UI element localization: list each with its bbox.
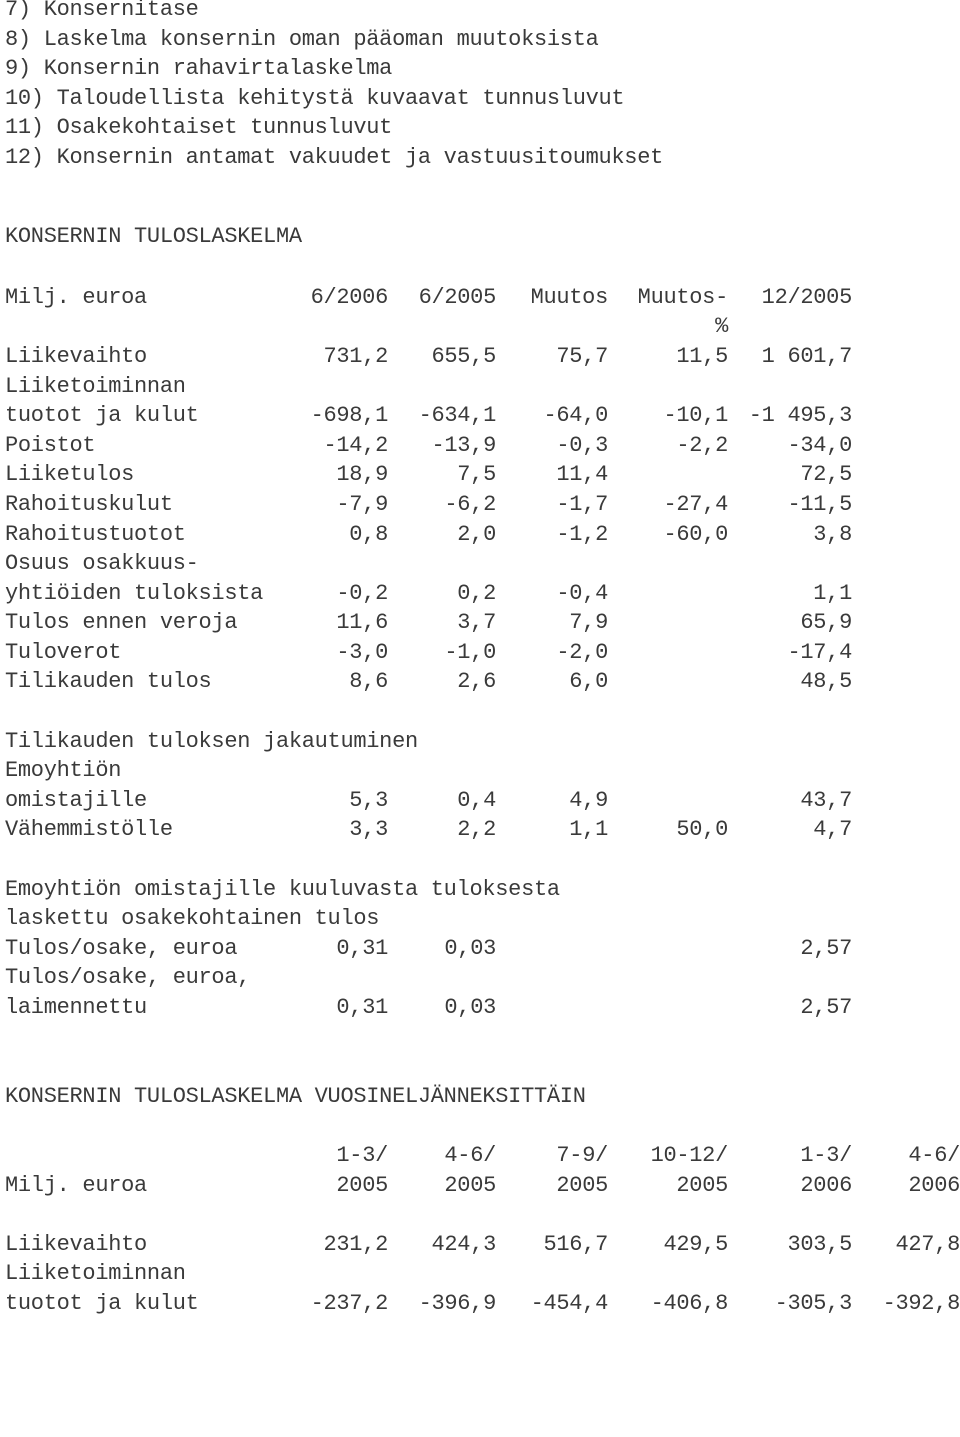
income-statement-rows [0, 342, 960, 697]
quarter-year-header: 2006 [800, 1172, 852, 1198]
quarterly-title: KONSERNIN TULOSLASKELMA VUOSINELJÄNNEKSITTÄIN [5, 1083, 586, 1109]
table-cell: 303,5 [787, 1231, 852, 1257]
table-cell: 655,5 [431, 343, 496, 369]
table-cell: 0,03 [444, 935, 496, 961]
row-label: Emoyhtiön [5, 758, 122, 784]
row-label: Liikevaihto [5, 343, 147, 369]
table-cell: 2,57 [800, 995, 852, 1020]
table-row [0, 579, 960, 609]
income-statement-title-line [0, 222, 960, 252]
row-label: Liikevaihto [5, 1231, 147, 1257]
quarterly-header-periods [0, 1141, 960, 1171]
table-cell: 8,6 [349, 669, 388, 695]
table-cell: -454,4 [530, 1290, 608, 1316]
row-label: Liiketoiminnan [5, 373, 186, 399]
table-cell: 48,5 [800, 669, 852, 695]
table-row [0, 342, 960, 372]
table-cell: 50,0 [676, 817, 728, 843]
table-cell: 5,3 [349, 787, 388, 813]
table-row [0, 786, 960, 816]
table-cell: 0,03 [444, 995, 496, 1020]
table-cell: 3,8 [813, 521, 852, 547]
toc-item-text: 9) Konsernin rahavirtalaskelma [5, 56, 393, 82]
table-cell: -237,2 [310, 1290, 388, 1316]
table-cell: 4,7 [813, 817, 852, 843]
table-cell: 7,5 [457, 462, 496, 488]
table-row [0, 963, 960, 993]
table-cell: 6,0 [569, 669, 608, 695]
table-row [0, 490, 960, 520]
table-cell: 516,7 [543, 1231, 608, 1257]
table-cell: 3,3 [349, 817, 388, 843]
table-cell: -11,5 [787, 491, 852, 517]
distribution-rows [0, 756, 960, 845]
table-cell: 427,8 [895, 1231, 960, 1257]
table-row [0, 372, 960, 402]
toc-item [0, 0, 960, 25]
table-cell: 3,7 [457, 610, 496, 636]
quarter-period-header: 7-9/ [556, 1142, 608, 1168]
table-row [0, 1259, 960, 1289]
toc-item-text: 10) Taloudellista kehitystä kuvaavat tunnusluvut [5, 85, 625, 111]
table-row [0, 549, 960, 579]
unit-label: Milj. euroa [5, 284, 147, 310]
table-row [0, 460, 960, 490]
row-label: Vähemmistölle [5, 817, 173, 843]
table-cell: 2,57 [800, 935, 852, 961]
row-label: Liiketoiminnan [5, 1261, 186, 1287]
table-cell: 43,7 [800, 787, 852, 813]
toc-item [0, 54, 960, 84]
row-label: Rahoituskulut [5, 491, 173, 517]
table-row [0, 815, 960, 845]
table-cell: -1 495,3 [748, 403, 852, 429]
table-cell: -698,1 [310, 403, 388, 429]
quarter-year-header: 2005 [676, 1172, 728, 1198]
spacer [0, 697, 960, 727]
row-label: Poistot [5, 432, 96, 458]
row-label: Tilikauden tulos [5, 669, 212, 695]
table-cell: 2,2 [457, 817, 496, 843]
table-cell: -34,0 [787, 432, 852, 458]
quarterly-title-line [0, 1082, 960, 1112]
spacer [0, 1111, 960, 1141]
table-row [0, 520, 960, 550]
table-cell: -1,2 [556, 521, 608, 547]
quarterly-rows [0, 1230, 960, 1319]
table-cell: 0,4 [457, 787, 496, 813]
table-cell: -13,9 [431, 432, 496, 458]
row-label: Liiketulos [5, 462, 135, 488]
spacer [0, 173, 960, 203]
table-row [0, 993, 960, 1023]
toc-item [0, 25, 960, 55]
quarterly-header-years [0, 1171, 960, 1201]
column-header-suffix: % [715, 314, 728, 340]
spacer [0, 202, 960, 222]
eps-title-line [0, 875, 960, 905]
table-cell: 11,5 [676, 343, 728, 369]
toc-list [0, 0, 960, 173]
toc-item [0, 113, 960, 143]
row-label: Tulos/osake, euroa, [5, 965, 251, 991]
spacer [0, 845, 960, 875]
table-cell: -1,7 [556, 491, 608, 517]
table-cell: 2,0 [457, 521, 496, 547]
table-row [0, 1230, 960, 1260]
table-cell: -3,0 [336, 639, 388, 665]
income-statement-header [0, 283, 960, 313]
toc-item [0, 143, 960, 173]
toc-item-text: 7) Konsernitase [5, 0, 199, 22]
table-cell: 424,3 [431, 1231, 496, 1257]
table-cell: 11,4 [556, 462, 608, 488]
toc-item [0, 84, 960, 114]
table-cell: -6,2 [444, 491, 496, 517]
table-cell: 0,2 [457, 580, 496, 606]
income-statement-title: KONSERNIN TULOSLASKELMA [5, 224, 302, 250]
table-cell: -1,0 [444, 639, 496, 665]
row-label: Osuus osakkuus- [5, 551, 199, 577]
quarter-period-header: 1-3/ [336, 1142, 388, 1168]
table-cell: 429,5 [663, 1231, 728, 1257]
unit-label: Milj. euroa [5, 1172, 147, 1198]
toc-item-text: 11) Osakekohtaiset tunnusluvut [5, 115, 393, 141]
table-cell: -64,0 [543, 403, 608, 429]
column-header: 12/2005 [761, 284, 852, 310]
spacer [0, 252, 960, 283]
column-header: 6/2006 [310, 284, 388, 310]
quarter-period-header: 10-12/ [650, 1142, 728, 1168]
table-cell: -0,4 [556, 580, 608, 606]
table-cell: 18,9 [336, 462, 388, 488]
eps-subtitle: laskettu osakekohtainen tulos [5, 906, 380, 932]
table-cell: 11,6 [336, 610, 388, 636]
row-label: yhtiöiden tuloksista [5, 580, 264, 606]
row-label: tuotot ja kulut [5, 1290, 199, 1316]
column-header: 6/2005 [418, 284, 496, 310]
row-label: Rahoitustuotot [5, 521, 186, 547]
table-cell: 4,9 [569, 787, 608, 813]
quarter-year-header: 2005 [444, 1172, 496, 1198]
table-row [0, 431, 960, 461]
quarter-period-header: 1-3/ [800, 1142, 852, 1168]
column-header: Muutos [530, 284, 608, 310]
table-cell: -0,3 [556, 432, 608, 458]
table-cell: -14,2 [323, 432, 388, 458]
income-statement-header-suffix [0, 312, 960, 342]
quarter-year-header: 2005 [336, 1172, 388, 1198]
table-cell: 2,6 [457, 669, 496, 695]
row-label: laimennettu [5, 995, 147, 1020]
table-row [0, 667, 960, 697]
table-cell: 1,1 [813, 580, 852, 606]
quarter-year-header: 2005 [556, 1172, 608, 1198]
table-cell: 231,2 [323, 1231, 388, 1257]
table-cell: 75,7 [556, 343, 608, 369]
toc-item-text: 8) Laskelma konsernin oman pääoman muutoksista [5, 26, 599, 52]
eps-title: Emoyhtiön omistajille kuuluvasta tuloksesta [5, 876, 560, 902]
distribution-title: Tilikauden tuloksen jakautuminen [5, 728, 418, 754]
toc-item-text: 12) Konsernin antamat vakuudet ja vastuusitoumukset [5, 144, 664, 170]
column-header: Muutos- [637, 284, 728, 310]
table-row [0, 756, 960, 786]
table-row [0, 608, 960, 638]
eps-rows [0, 934, 960, 1023]
distribution-title-line [0, 727, 960, 757]
row-label: Tulos ennen veroja [5, 610, 238, 636]
table-cell: -392,8 [882, 1290, 960, 1316]
spacer [0, 1200, 960, 1230]
table-cell: -0,2 [336, 580, 388, 606]
table-cell: -17,4 [787, 639, 852, 665]
table-cell: 65,9 [800, 610, 852, 636]
table-row [0, 1289, 960, 1319]
table-cell: 1 601,7 [761, 343, 852, 369]
quarter-period-header: 4-6/ [444, 1142, 496, 1168]
table-cell: -2,0 [556, 639, 608, 665]
row-label: tuotot ja kulut [5, 403, 199, 429]
quarter-period-header: 4-6/ [908, 1142, 960, 1168]
row-label: Tulos/osake, euroa [5, 935, 238, 961]
table-cell: 72,5 [800, 462, 852, 488]
spacer [0, 1052, 960, 1082]
eps-title-line [0, 904, 960, 934]
quarter-year-header: 2006 [908, 1172, 960, 1198]
table-cell: -305,3 [774, 1290, 852, 1316]
table-cell: 7,9 [569, 610, 608, 636]
table-cell: 731,2 [323, 343, 388, 369]
table-cell: -2,2 [676, 432, 728, 458]
table-cell: 0,8 [349, 521, 388, 547]
table-cell: 0,31 [336, 935, 388, 961]
table-cell: 1,1 [569, 817, 608, 843]
table-cell: -10,1 [663, 403, 728, 429]
table-cell: -634,1 [418, 403, 496, 429]
table-cell: -396,9 [418, 1290, 496, 1316]
table-cell: 0,31 [336, 995, 388, 1020]
spacer [0, 1023, 960, 1053]
table-row [0, 638, 960, 668]
table-cell: -406,8 [650, 1290, 728, 1316]
table-cell: -7,9 [336, 491, 388, 517]
table-row [0, 401, 960, 431]
row-label: omistajille [5, 787, 147, 813]
table-cell: -27,4 [663, 491, 728, 517]
row-label: Tuloverot [5, 639, 122, 665]
table-cell: -60,0 [663, 521, 728, 547]
table-row [0, 934, 960, 964]
